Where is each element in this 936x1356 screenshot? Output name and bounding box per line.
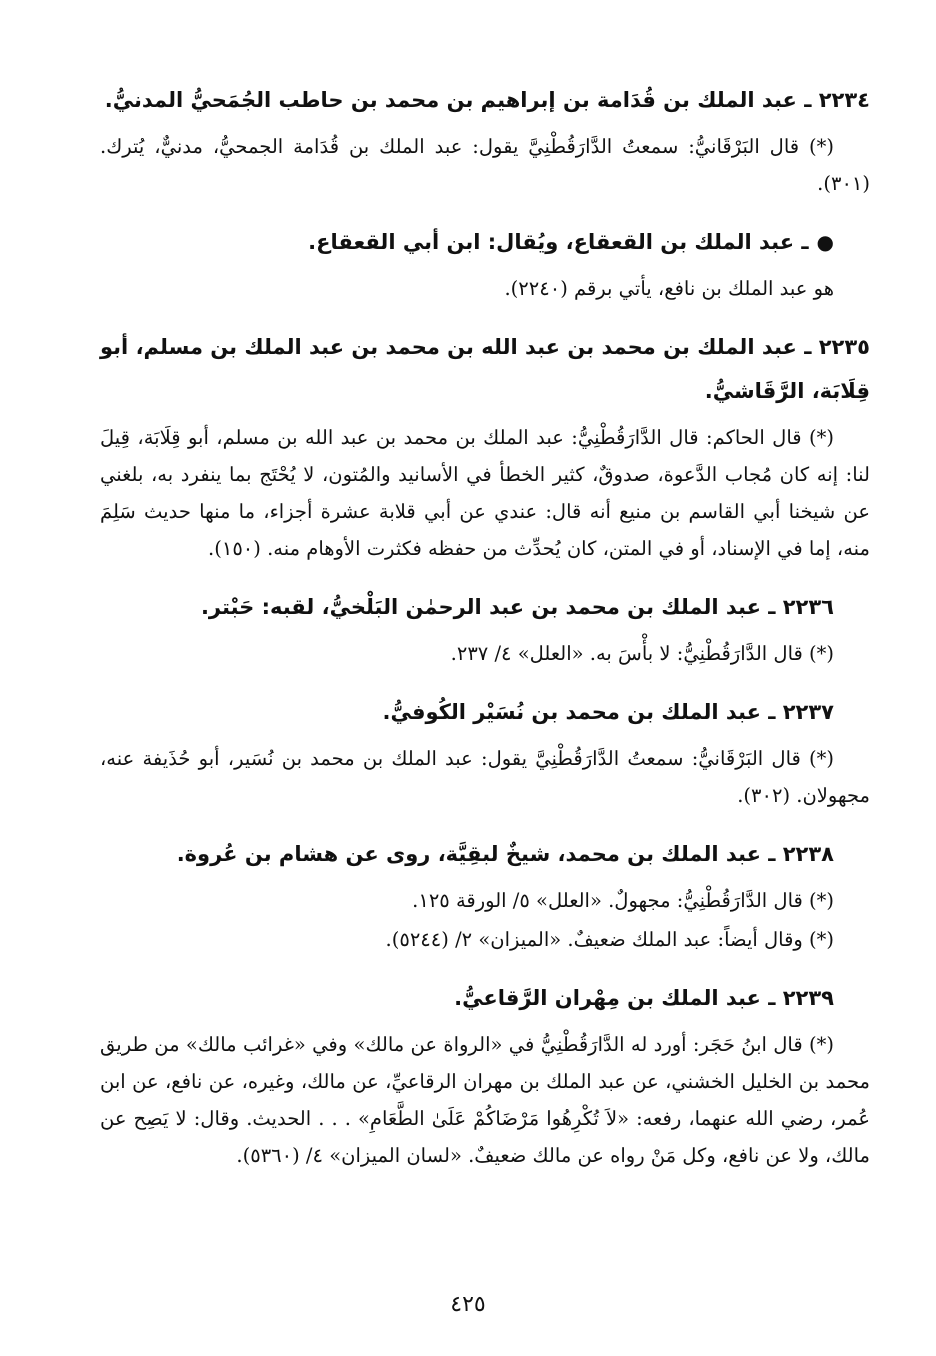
entry-heading: ٢٢٣٨ ـ عبد الملك بن محمد، شيخٌ لبقِيَّة، روى عن هشام بن عُروة. [176,842,834,866]
entry-heading: ٢٢٣٦ ـ عبد الملك بن محمد بن عبد الرحمٰن البَلْخيُّ، لقبه: حَبْتر. [200,595,834,619]
entry-2236 [100,585,870,672]
entry-paragraph: (*) قال البَرْقَانيُّ: سمعتُ الدَّارَقُطْنِيَّ يقول: عبد الملك بن قُدَامة الجمحيُّ، مدنيٌّ، يُترك. (٣٠١). [100,135,870,195]
entry-heading-text: ـ عبد الملك بن القعقاع، ويُقال: ابن أبي القعقاع. [308,230,809,254]
spacer [100,569,870,585]
page-number: ٤٢٥ [450,1292,486,1317]
spacer [100,204,870,220]
entry-heading: ٢٢٣٤ ـ عبد الملك بن قُدَامة بن إبراهيم بن محمد بن حاطب الجُمَحيُّ المدنيُّ. [104,88,870,112]
entry-heading: ٢٢٣٧ ـ عبد الملك بن محمد بن نُسَيْر الكُوفيُّ. [382,700,834,724]
spacer [100,309,870,325]
entry-ibn-alqaqa [100,220,870,307]
entry-2237 [100,690,870,814]
entry-paragraph: (*) قال الدَّارَقُطْنِيُّ: لا بأْسَ به. «العلل» ٤/ ٢٣٧. [450,642,834,665]
entry-paragraph: هو عبد الملك بن نافع، يأتي برقم (٢٢٤٠). [504,277,834,300]
page-body [100,78,870,1318]
entry-paragraph: (*) قال الحاكم: قال الدَّارَقُطْنِيُّ: عبد الملك بن محمد بن عبد الله بن مسلم، أبو قِلَابَة، قِيلَ لنا: إنه كان مُجاب الدَّعوة، صدوقٌ، كثير الخطأ في الأسانيد والمُتون، لا يُحْتَج بما ينفرد به، بلغني عن شيخنا أبي القاسم بن منيع أنه قال: عندي عن أبي قلابة عشرة أجزاء، ما منها حديث سَلِمَ منه، إما في الإسناد، أو في المتن، كان يُحدِّث من حفظه فكثرت الأوهام منه. (١٥٠). [100,426,870,560]
entry-2234 [100,78,870,202]
entry-heading [100,220,870,264]
entry-heading: ٢٢٣٥ ـ عبد الملك بن محمد بن عبد الله بن محمد بن عبد الملك بن مسلم، أبو قِلَابَة، الرَّقَاشيُّ. [100,335,870,403]
entry-paragraph: (*) قال ابنُ حَجَر: أورد له الدَّارَقُطْنِيُّ في «الرواة عن مالك» وفي «غرائب مالك» من طريق محمد بن الخليل الخشني، عن عبد الملك بن مهران الرقاعيِّ، عن مالك، وغيره، عن نافع، عن ابن عُمر، رضي الله عنهما، رفعه: «لاَ تُكْرِهُوا مَرْضَاكُمْ عَلَىٰ الطَّعَامِ» . . . الحديث. وقال: لا يَصِح عن مالك، ولا عن نافع، وكل مَنْ رواه عن مالك ضعيفٌ. «لسان الميزان» ٤/ (٥٣٦٠). [100,1033,870,1167]
spacer [100,816,870,832]
entry-2235 [100,325,870,567]
spacer [100,960,870,976]
entry-paragraph: (*) قال الدَّارَقُطْنِيُّ: مجهولٌ. «العلل» ٥/ الورقة ١٢٥. [412,889,834,912]
entry-paragraph: (*) وقال أيضاً: عبد الملك ضعيفٌ. «الميزان» ٢/ (٥٢٤٤). [385,928,834,951]
entry-heading: ٢٢٣٩ ـ عبد الملك بن مِهْران الرَّقاعيُّ. [454,986,834,1010]
entry-2239 [100,976,870,1174]
entry-paragraph: (*) قال البَرْقَانيُّ: سمعتُ الدَّارَقُطْنِيَّ يقول: عبد الملك بن محمد بن نُسَير، أبو حُذَيفة عنه، مجهولان. (٣٠٢). [100,747,870,807]
entry-2238 [100,832,870,958]
bullet-icon: ● [816,230,834,254]
spacer [100,674,870,690]
